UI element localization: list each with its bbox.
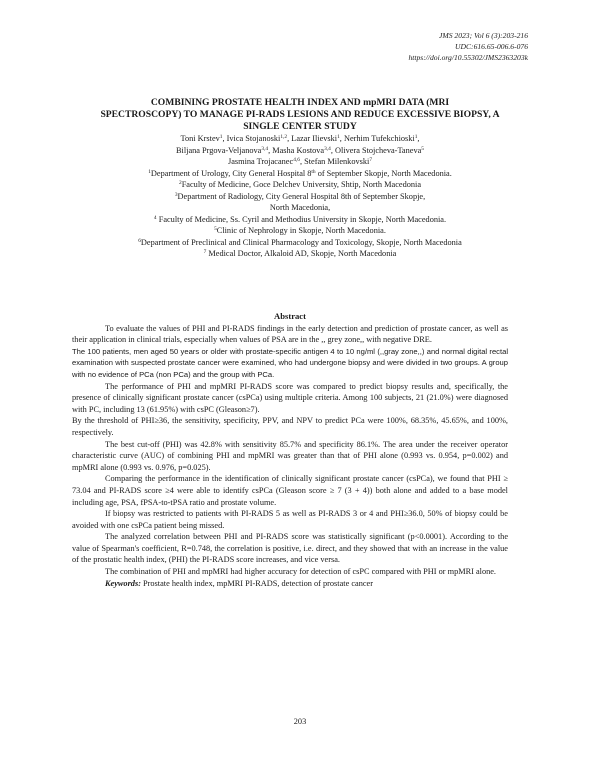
keywords-text: Prostate health index, mpMRI PI-RADS, detection of prostate cancer (140, 578, 373, 588)
journal-udc: UDC:616.65-006.6-076 (455, 42, 528, 51)
author-sup: 1 (337, 134, 340, 140)
abstract-paragraph: The analyzed correlation between PHI and PI-RADS score was statistically significant (p<0.0001). According to the value of Spearman's coefficient, R=0.748, the correlation is positive, i.e. direct, and they showed that with an increase in the value of the prostatic health index, (PHI) the PI-RADS score increases, and vice versa. (72, 532, 508, 565)
author-name: Toni Krstev (180, 134, 220, 143)
abstract-section (72, 311, 508, 589)
journal-doi[interactable]: https://doi.org/10.55302/JMS2363203k (408, 53, 528, 62)
author-name: Jasmina Trojacanec (227, 157, 294, 166)
affiliation-2: $^2$Faculty of Medicine, Goce Delchev University, Shtip, North Macedonia (178, 180, 422, 189)
affiliation-3-cont: North Macedonia, (269, 203, 331, 212)
author-name: Stefan Milenkovski (304, 157, 370, 166)
paper-title (96, 97, 504, 133)
abstract-paragraph: The best cut-off (PHI) was 42.8% with sensitivity 85.7% and specificity 86.1%. The area under the receiver operator characteristic curve (AUC) of combining PHI and mpMRI was greater than that of PHI alone (0.993 vs. 0.954, p=0.002) and mpMRI alone (0.993 vs. 0.976, p=0.025). (72, 439, 508, 472)
author-sup: 7 (369, 157, 373, 163)
author-sup: 4,6 (293, 157, 300, 163)
abstract-paragraph: To evaluate the values of PHI and PI-RADS findings in the early detection and prediction of prostate cancer, as well as their application in clinical trials, especially when values of PSA are in the ,, grey zone,, with negative DRE. (72, 323, 508, 345)
journal-citation: JMS 2023; Vol 6 (3):203-216 (439, 31, 528, 40)
affiliation-5: $^5$Clinic of Nephrology in Skopje, North Macedonia. (214, 226, 386, 235)
abstract-heading: Abstract (274, 311, 306, 321)
authors-line-3: Jasmina Trojacanec$^{4,6}$, Stefan Milenkovski$^7$ (227, 157, 373, 166)
author-sup: 3,4 (261, 145, 269, 152)
page-number: 203 (293, 717, 307, 726)
keywords-label: Keywords: (105, 578, 141, 588)
title-line: SPECTROSCOPY) TO MANAGE PI-RADS LESIONS AND REDUCE EXCESSIVE BIOPSY, A (100, 109, 500, 120)
author-sup: 3,4 (324, 145, 331, 152)
affiliation-7: $^7$ Medical Doctor, Alkaloid AD, Skopje, North Macedonia (203, 249, 397, 258)
author-name: Biljana Prgova-Veljanova (176, 145, 262, 155)
abstract-paragraph: Comparing the performance in the identification of clinically significant prostate cancer (csPCa), we found that PHI ≥ 73.04 and PI-RADS score ≥4 were able to identify csPCa (Gleason score ≥ 7 (3 + 4)) both alone and added to a base model including age, PSA, fPSA-to-tPSA ratio and prostate volume. (72, 474, 508, 507)
author-sup: 1 (219, 134, 223, 140)
authors-affiliations (90, 133, 510, 260)
abstract-paragraph: The performance of PHI and mpMRI PI-RADS score was compared to predict biopsy results and, specifically, the presence of clinically significant prostate cancer (csPCa) using multiple criteria. Among 100 subjects, 21 (21.0%) were diagnosed with PC, including 13 (61.95%) with csPC (Gleason≥7). (72, 381, 508, 414)
authors-line-2: Biljana Prgova-Veljanova$^{3,4}$, Masha Kostova$^{3,4}$, Olivera Stojcheva-Taneva$^5$ (176, 145, 424, 155)
author-sup: 1 (414, 134, 418, 140)
author-name: Masha Kostova (272, 145, 325, 155)
author-sup: 5 (421, 145, 424, 152)
author-name: Olivera Stojcheva-Taneva (335, 145, 422, 155)
affiliation-1: $^1$Department of Urology, City General Hospital 8th of September Skopje, North Macedonia. (148, 168, 452, 178)
title-line: SINGLE CENTER STUDY (243, 121, 357, 132)
affiliation-3: $^3$Department of Radiology, City General Hospital 8th of September Skopje, (174, 191, 426, 201)
abstract-paragraph: The combination of PHI and mpMRI had higher accuracy for detection of csPC compared with PHI or mpMRI alone. (105, 567, 497, 577)
abstract-paragraph: By the threshold of PHI≥36, the sensitivity, specificity, PPV, and NPV to predict PCa were 100%, 68.35%, 45.65%, and 100%, respectively. (72, 416, 508, 437)
author-name: Lazar Ilievski (291, 134, 338, 143)
author-sup: 1,2 (280, 134, 288, 140)
affiliation-6: $^6$Department of Preclinical and Clinical Pharmacology and Toxicology, Skopje, North Macedonia (138, 237, 462, 247)
title-line: COMBINING PROSTATE HEALTH INDEX AND mpMRI DATA (MRI (150, 97, 450, 108)
authors-line-1: Toni Krstev$^1$, Ivica Stojanoski$^{1,2}$, Lazar Ilievski$^1$, Nerhim Tufekchioski$^1$, (180, 134, 420, 143)
abstract-paragraph: If biopsy was restricted to patients with PI-RADS 5 as well as PI-RADS 3 or 4 and PHI≥36.0, 50% of biopsy could be avoided with one csPCa patient being missed. (72, 509, 508, 530)
journal-header (408, 30, 528, 63)
author-name: Ivica Stojanoski (226, 134, 281, 143)
keywords (72, 578, 508, 590)
author-name: Nerhim Tufekchioski (343, 134, 415, 143)
affiliation-4: $^4$ Faculty of Medicine, Ss. Cyril and Methodius University in Skopje, North Macedonia. (153, 214, 447, 224)
abstract-paragraph: The 100 patients, men aged 50 years or older with prostate-specific antigen 4 to 10 ng/ml (,,gray zone,,) and normal digital rectal examination with suspected prostate cancer were examined, who had undergone biopsy and were divided in two groups. A group with no evidence of PCa (non PCa) and the group with PCa. (72, 346, 508, 379)
